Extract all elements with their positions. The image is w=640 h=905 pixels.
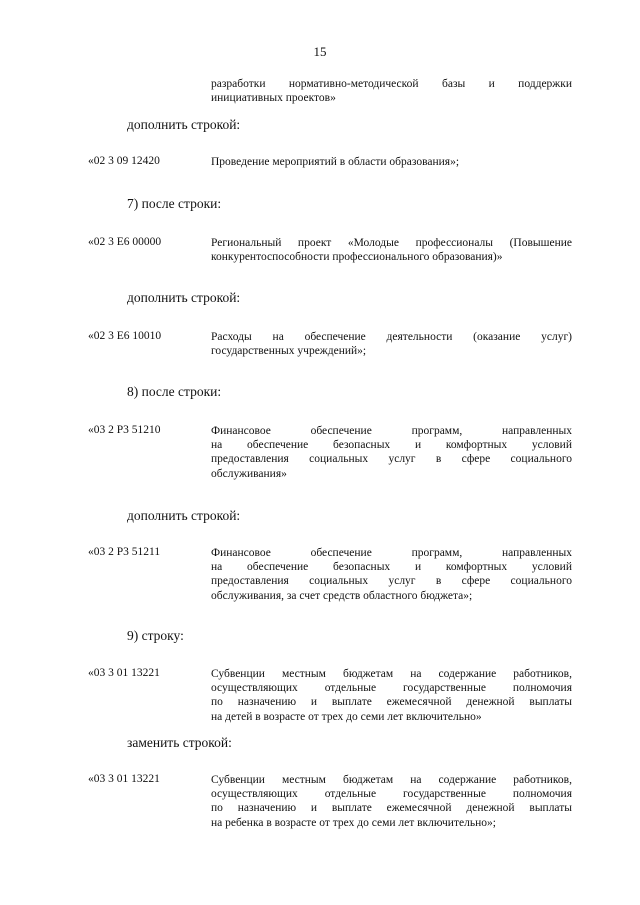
instruction: заменить строкой:	[127, 735, 232, 750]
instruction: дополнить строкой:	[127, 117, 241, 132]
description-line: на детей в возрасте от трех до семи лет включительно»	[211, 710, 482, 723]
description-line: государственных учреждений»;	[211, 345, 367, 358]
description-line: обслуживания, за счет средств областного бюджета»;	[211, 589, 473, 602]
page-number: 15	[313, 44, 327, 59]
instruction: дополнить строкой:	[127, 508, 241, 523]
description-line: на ребенка в возрасте от трех до семи лет включительно»;	[211, 816, 496, 829]
budget-description	[211, 155, 572, 169]
instruction: 9) строку:	[127, 628, 184, 643]
instruction: 7) после строки:	[127, 196, 222, 211]
instruction: дополнить строкой:	[127, 290, 241, 305]
description-continuation	[211, 77, 572, 105]
description-line: на обеспечение безопасных и комфортных условий	[211, 561, 572, 574]
budget-code: «03 3 01 13221	[88, 667, 160, 679]
description-line: конкурентоспособности профессионального образования)»	[211, 251, 503, 264]
budget-description	[211, 546, 572, 603]
description-line: Финансовое обеспечение программ, направленных	[211, 425, 572, 437]
description-line: Расходы на обеспечение деятельности (оказание услуг)	[211, 331, 572, 343]
description-line: предоставления социальных услуг в сфере социального	[211, 453, 572, 466]
description-line: по назначению и выплате ежемесячной денежной выплаты	[211, 802, 572, 815]
description-line: Проведение мероприятий в области образования»;	[211, 156, 460, 168]
description-line: осуществляющих отдельные государственные полномочия	[211, 788, 572, 801]
description-line: осуществляющих отдельные государственные полномочия	[211, 682, 572, 695]
budget-description	[211, 330, 572, 358]
description-line: Региональный проект «Молодые профессионалы (Повышение	[211, 237, 572, 249]
description-line: Субвенции местным бюджетам на содержание работников,	[211, 668, 572, 680]
description-line: Финансовое обеспечение программ, направленных	[211, 547, 572, 559]
budget-code: «03 2 Р3 51211	[88, 546, 161, 558]
description-line: предоставления социальных услуг в сфере социального	[211, 575, 572, 588]
description-line: разработки нормативно-методической базы и поддержки	[211, 78, 572, 90]
description-line: по назначению и выплате ежемесячной денежной выплаты	[211, 696, 572, 709]
budget-code: «03 2 Р3 51210	[88, 424, 161, 436]
budget-description	[211, 773, 572, 830]
budget-code: «02 3 Е6 10010	[88, 330, 162, 342]
budget-description	[211, 236, 572, 264]
budget-description	[211, 667, 572, 724]
budget-code: «02 3 Е6 00000	[88, 236, 162, 248]
description-line: инициативных проектов»	[211, 92, 336, 105]
description-line: обслуживания»	[211, 467, 287, 480]
description-line: Субвенции местным бюджетам на содержание работников,	[211, 774, 572, 786]
instruction: 8) после строки:	[127, 384, 222, 399]
budget-code: «03 3 01 13221	[88, 773, 160, 785]
budget-code: «02 3 09 12420	[88, 155, 160, 167]
description-line: на обеспечение безопасных и комфортных условий	[211, 439, 572, 452]
budget-description	[211, 424, 572, 481]
